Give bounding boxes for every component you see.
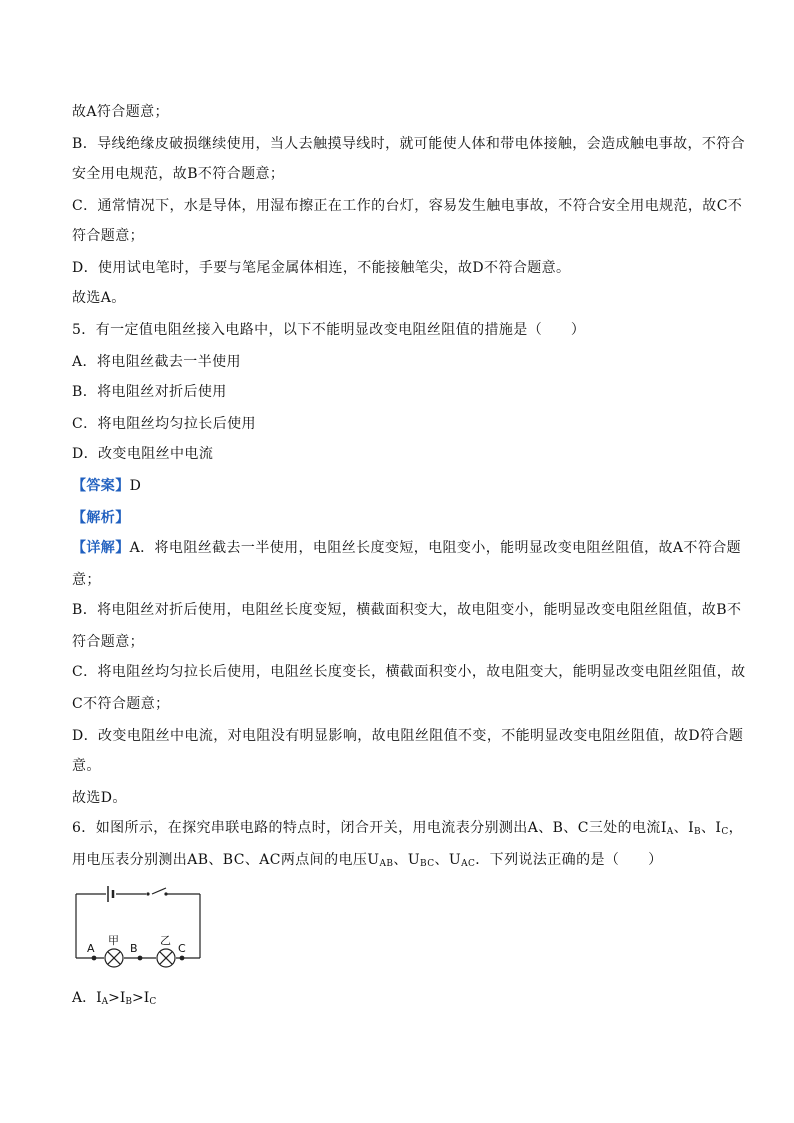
node-c-dot [180, 956, 185, 961]
switch-lever [152, 888, 166, 894]
question-6-stem-continued [72, 850, 732, 874]
question-5-stem: 5．有一定值电阻丝接入电路中，以下不能明显改变电阻丝阻值的措施是（ ） [72, 322, 586, 338]
subscript: C [149, 997, 157, 1007]
analysis-heading [72, 508, 732, 528]
symbol-i: I [715, 820, 722, 836]
text-line: C．通常情况下，水是导体，用湿布擦正在工作的台灯，容易发生触电事故，不符合安全用电规范，故C不 [72, 198, 743, 214]
text-line: 符合题意； [72, 228, 144, 244]
separator: 、 [393, 852, 408, 868]
analysis-text: A．将电阻丝截去一半使用，电阻丝长度变短，电阻变小，能明显改变电阻丝阻值，故A不符合题 [129, 540, 742, 556]
analysis-line: 意； [72, 572, 101, 588]
text-line: B．导线绝缘皮破损继续使用，当人去触摸导线时，就可能使人体和带电体接触，会造成触电事故，不符合 [72, 136, 746, 152]
question-6-option-a [72, 988, 156, 1012]
symbol-u: U [448, 852, 462, 868]
analysis-line: B．将电阻丝对折后使用，电阻丝长度变短，横截面积变大，故电阻变小，能明显改变电阻丝阻值，故B不 [72, 602, 742, 618]
greater-than: > [132, 990, 144, 1006]
answer-value: D [129, 478, 142, 494]
analysis-line: D．改变电阻丝中电流，对电阻没有明显影响，故电阻丝阻值不变，不能明显改变电阻丝阻值，故D符合题 [72, 728, 744, 744]
option-a: A．将电阻丝截去一半使用 [72, 354, 241, 370]
subscript: B [694, 827, 702, 837]
subscript: BC [420, 859, 435, 869]
subscript: A [666, 827, 674, 837]
q6-text: 用电压表分别测出AB、BC、AC两点间的电压U [72, 852, 380, 868]
q6-text: 6．如图所示，在探究串联电路的特点时，闭合开关，用电流表分别测出A、B、C三处的电流I [72, 820, 667, 836]
symbol-i: I [143, 990, 150, 1006]
subscript: AB [379, 859, 394, 869]
separator: 、 [673, 820, 689, 836]
analysis-line: 意。 [72, 758, 101, 774]
subscript: B [125, 997, 133, 1007]
symbol-i: I [119, 990, 126, 1006]
node-b-dot [138, 956, 143, 961]
label-jia: 甲 [108, 934, 119, 947]
subscript: C [721, 827, 729, 837]
question-6-stem [72, 818, 744, 842]
symbol-i: I [96, 990, 102, 1006]
label-a: A [87, 942, 95, 955]
text-line: 故A符合题意； [72, 104, 169, 120]
label-b: B [130, 942, 138, 955]
switch-contact [164, 892, 167, 895]
answer-tag: 【答案】 [72, 478, 130, 494]
text-line: D．使用试电笔时，手要与笔尾金属体相连，不能接触笔尖，故D不符合题意。 [72, 260, 571, 276]
separator: 、 [701, 820, 716, 836]
symbol-u: U [407, 852, 421, 868]
analysis-line [72, 538, 742, 558]
subscript: AC [461, 859, 476, 869]
series-circuit-diagram [70, 880, 210, 970]
analysis-line: C．将电阻丝均匀拉长后使用，电阻丝长度变长，横截面积变小，故电阻变大，能明显改变电阻丝阻值，故 [72, 664, 746, 680]
analysis-line: 符合题意； [72, 634, 144, 650]
separator: ， [728, 820, 744, 836]
text-line: 故选A。 [72, 290, 126, 306]
option-b: B．将电阻丝对折后使用 [72, 384, 227, 400]
node-a-dot [92, 956, 97, 961]
analysis-line: 故选D。 [72, 790, 127, 806]
analysis-line: C不符合题意； [72, 696, 170, 712]
switch-contact [146, 892, 149, 895]
text-line: 安全用电规范，故B不符合题意； [72, 166, 285, 182]
greater-than: > [108, 990, 120, 1006]
separator: 、 [434, 852, 449, 868]
q6-text: ．下列说法正确的是（ ） [475, 852, 663, 868]
option-d: D．改变电阻丝中电流 [72, 446, 214, 462]
label-c: C [178, 942, 186, 955]
subscript: A [101, 997, 109, 1007]
answer-line [72, 476, 732, 496]
label-yi: 乙 [160, 934, 171, 947]
symbol-i: I [688, 820, 694, 836]
option-c: C．将电阻丝均匀拉长后使用 [72, 416, 256, 432]
detail-tag: 【详解】 [72, 540, 130, 556]
analysis-tag: 【解析】 [72, 510, 130, 526]
option-prefix: A． [72, 990, 97, 1006]
